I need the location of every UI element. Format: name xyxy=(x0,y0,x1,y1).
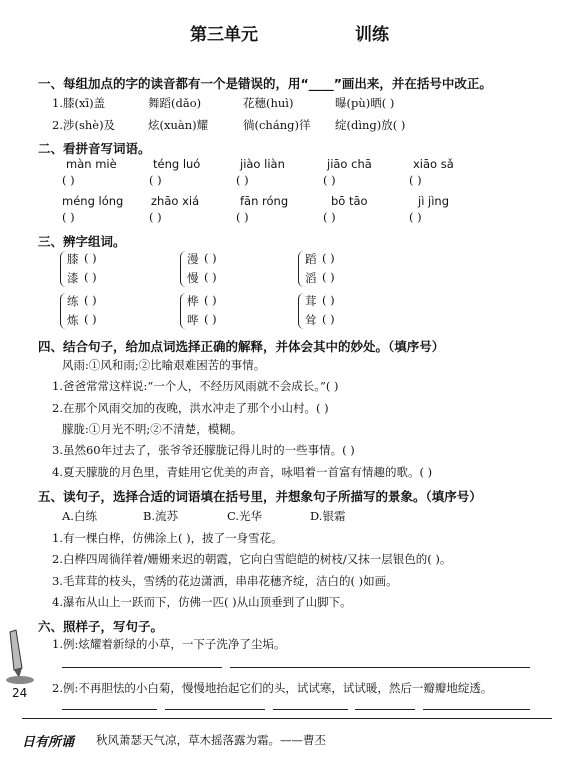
s1-r2-c2: 炫(xuàn)耀 xyxy=(148,118,209,132)
answer-box[interactable]: ( ) xyxy=(204,270,217,284)
answer-box[interactable]: ( ) xyxy=(204,251,217,265)
section-2-heading: 二、看拼音写词语。 xyxy=(38,141,151,156)
question-5-2: 2.白桦四周徜徉着/姗姗来迟的朝霞，它向白雪皑皑的树枝/又抹一层银色的( )。 xyxy=(52,552,452,566)
s1-r2-c3: 徜(cháng)徉 xyxy=(243,118,311,132)
brace xyxy=(180,293,187,329)
answer-box[interactable]: ( ) xyxy=(62,173,75,187)
question-4-2: 2.在那个风雨交加的夜晚，洪水冲走了那个小山村。( ) xyxy=(52,401,329,415)
answer-box[interactable]: ( ) xyxy=(323,173,336,187)
answer-box[interactable]: ( ) xyxy=(236,173,249,187)
question-5-1: 1.有一棵白桦，仿佛涂上( )，披了一身雪花。 xyxy=(52,531,283,545)
answer-box[interactable]: ( ) xyxy=(322,293,335,307)
answer-box[interactable]: ( ) xyxy=(62,210,75,224)
char-4: 慢 xyxy=(187,271,199,285)
s1-r2-c1: 2.涉(shè)及 xyxy=(52,118,116,132)
brace xyxy=(60,293,67,329)
pinyin-4: jiāo chā xyxy=(327,157,372,171)
option-b: B.流苏 xyxy=(143,509,179,523)
answer-line[interactable] xyxy=(273,709,348,710)
pinyin-3: jiào liàn xyxy=(240,157,285,171)
answer-line[interactable] xyxy=(423,709,530,710)
section-4-heading: 四、结合句子，给加点词选择正确的解释，并体会其中的妙处。（填序号） xyxy=(38,339,445,354)
option-c: C.光华 xyxy=(227,509,263,523)
section-3-heading: 三、辨字组词。 xyxy=(38,234,126,249)
brace xyxy=(60,251,67,287)
char-6: 滔 xyxy=(305,271,317,285)
char-11: 茸 xyxy=(305,294,317,308)
question-4-1: 1.爸爸常常这样说:“一个人，不经历风雨就不会成长。”( ) xyxy=(52,379,339,393)
char-5: 蹈 xyxy=(305,252,317,266)
char-12: 耸 xyxy=(305,313,317,327)
answer-box[interactable]: ( ) xyxy=(84,312,97,326)
option-d: D.银霜 xyxy=(310,509,346,523)
pinyin-9: bō tāo xyxy=(331,194,368,208)
answer-box[interactable]: ( ) xyxy=(322,251,335,265)
pencil-icon xyxy=(2,628,38,686)
answer-box[interactable]: ( ) xyxy=(323,210,336,224)
answer-box[interactable]: ( ) xyxy=(84,251,97,265)
answer-line[interactable] xyxy=(62,667,222,668)
page-number: 24 xyxy=(12,686,28,700)
s1-r2-c4: 绽(dìng)放( ) xyxy=(335,118,406,132)
question-5-4: 4.瀑布从山上一跃而下，仿佛一匹( )从山顶垂到了山脚下。 xyxy=(52,595,352,609)
answer-box[interactable]: ( ) xyxy=(322,312,335,326)
answer-line[interactable] xyxy=(62,709,157,710)
definition-menglong: 朦胧:①月光不明;②不清楚，模糊。 xyxy=(62,422,243,436)
char-8: 炼 xyxy=(67,313,79,327)
char-2: 漆 xyxy=(67,271,79,285)
answer-box[interactable]: ( ) xyxy=(149,210,162,224)
answer-box[interactable]: ( ) xyxy=(322,270,335,284)
question-4-4: 4.夏天朦胧的月色里，青蛙用它优美的声音，咏唱着一首富有情趣的歌。( ) xyxy=(52,465,433,479)
unit-title: 第三单元 xyxy=(190,25,258,45)
example-6-2: 2.例:不再胆怯的小白菊，慢慢地抬起它们的头，试试寒，试试暖，然后一瓣瓣地绽透。 xyxy=(52,681,493,695)
pinyin-10: jì jìng xyxy=(418,194,450,208)
pinyin-8: fān róng xyxy=(240,194,289,208)
pinyin-7: zhāo xiá xyxy=(151,194,200,208)
answer-line[interactable] xyxy=(230,667,530,668)
answer-box[interactable]: ( ) xyxy=(149,173,162,187)
answer-box[interactable]: ( ) xyxy=(409,173,422,187)
footer-rule xyxy=(22,718,552,719)
pinyin-2: téng luó xyxy=(153,157,201,171)
s1-r1-c3: 花穗(huì) xyxy=(243,96,294,110)
char-1: 膝 xyxy=(67,252,79,266)
answer-line[interactable] xyxy=(165,709,265,710)
answer-line[interactable] xyxy=(355,709,415,710)
char-9: 桦 xyxy=(187,294,199,308)
brace xyxy=(298,251,305,287)
brace xyxy=(298,293,305,329)
definition-fengyu: 风雨:①风和雨;②比喻艰难困苦的事情。 xyxy=(62,358,266,372)
footer-quote: 秋风萧瑟天气凉，草木摇落露为霜。——曹丕 xyxy=(96,733,326,747)
answer-box[interactable]: ( ) xyxy=(409,210,422,224)
answer-box[interactable]: ( ) xyxy=(84,293,97,307)
section-5-heading: 五、读句子，选择合适的词语填在括号里，并想象句子所描写的景象。（填序号） xyxy=(38,489,482,504)
answer-box[interactable]: ( ) xyxy=(236,210,249,224)
unit-subtitle: 训练 xyxy=(355,25,389,45)
char-3: 漫 xyxy=(187,252,199,266)
char-10: 哗 xyxy=(187,313,199,327)
answer-box[interactable]: ( ) xyxy=(84,270,97,284)
option-a: A.白练 xyxy=(62,509,97,523)
pinyin-5: xiāo sǎ xyxy=(413,157,454,171)
footer-tag: 日有所诵 xyxy=(22,735,75,750)
s1-r1-c1: 1.膝(xī)盖 xyxy=(52,96,106,110)
example-6-1: 1.例:炫耀着新绿的小草，一下子洗净了尘垢。 xyxy=(52,637,286,651)
brace xyxy=(180,251,187,287)
pinyin-6: méng lóng xyxy=(62,194,124,208)
answer-box[interactable]: ( ) xyxy=(204,293,217,307)
answer-box[interactable]: ( ) xyxy=(204,312,217,326)
char-7: 练 xyxy=(67,294,79,308)
s1-r1-c2: 舞蹈(dǎo) xyxy=(148,96,202,110)
s1-r1-c4: 曝(pù)晒( ) xyxy=(335,96,395,110)
question-4-3: 3.虽然60年过去了，张爷爷还朦胧记得儿时的一些事情。( ) xyxy=(52,443,355,457)
section-6-heading: 六、照样子，写句子。 xyxy=(38,619,164,634)
section-1-heading: 一、每组加点的字的读音都有一个是错误的，用“____”画出来，并在括号中改正。 xyxy=(38,76,492,91)
question-5-3: 3.毛茸茸的枝头，雪绣的花边潇洒，串串花穗齐绽，洁白的( )如画。 xyxy=(52,574,398,588)
pinyin-1: màn miè xyxy=(66,157,117,171)
